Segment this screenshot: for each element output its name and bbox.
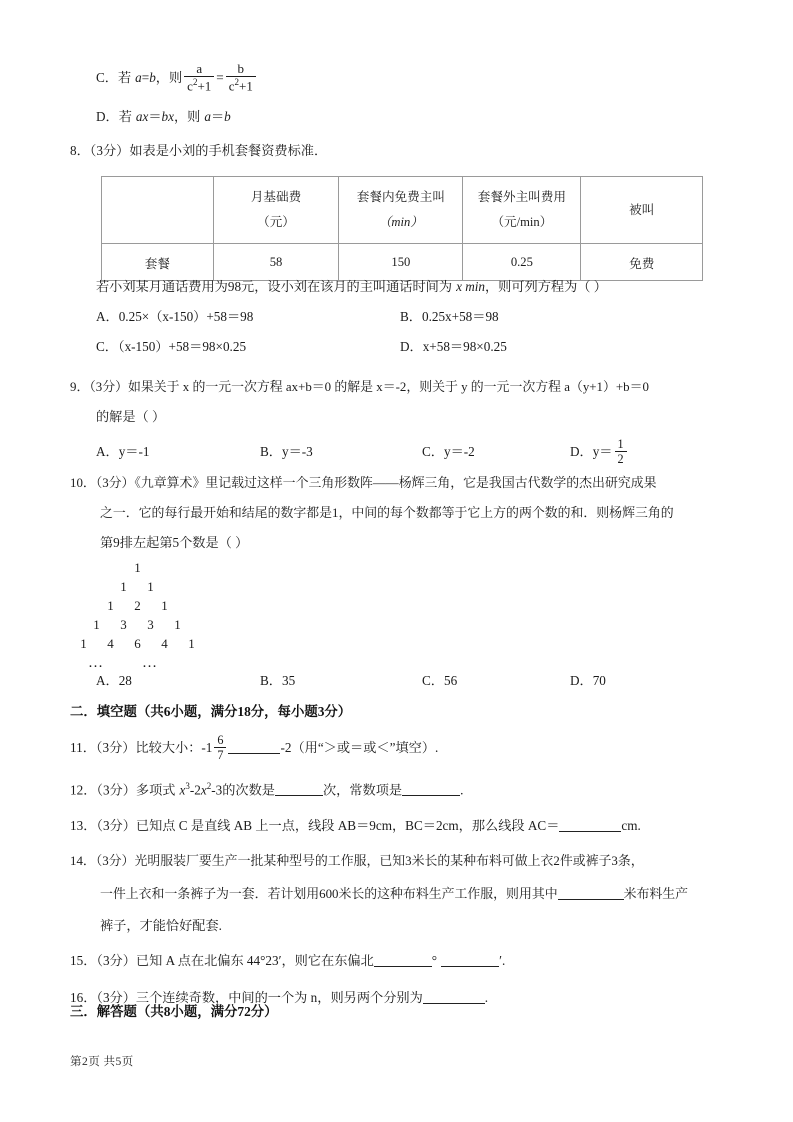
q12-var-x1: x: [179, 782, 186, 798]
option-c-then: ，则: [155, 70, 183, 85]
fraction-denominator: 2: [617, 451, 624, 466]
question-10-stem-line1: 10．（3分）《九章算术》里记载过这样一个三角形数阵——杨辉三角，它是我国古代数学的杰出研究成果: [70, 476, 657, 490]
answer-blank[interactable]: [423, 1003, 485, 1004]
q13-part2: cm.: [621, 818, 641, 834]
den-base: c: [187, 78, 193, 94]
question-10-body: [70, 468, 750, 558]
header-unit: （元）: [257, 215, 295, 229]
q9-option-b[interactable]: B．y＝‑3: [260, 444, 313, 459]
fraction-numerator: 1: [615, 438, 627, 452]
q15-part2: °: [431, 953, 438, 969]
header-title: 套餐内免费主叫: [356, 190, 445, 204]
q14-part1: 一件上衣和一条裤子为一套．若计划用600米长的这种布料生产工作服，则用其中: [100, 887, 558, 902]
pascal-cell: 2: [134, 598, 141, 613]
question-15: [70, 942, 750, 980]
header-title: 套餐外主叫费用: [477, 190, 566, 204]
pascal-cell: 1: [161, 598, 168, 613]
answer-blank[interactable]: [558, 899, 624, 900]
header-title: 月基础费: [250, 190, 302, 204]
cell-monthly-base: 58: [213, 244, 339, 281]
q16-part2: .: [484, 990, 489, 1006]
fraction-denominator: [184, 77, 214, 93]
fraction-numerator: b: [226, 62, 256, 77]
q12-part4: .: [460, 782, 464, 798]
option-c-prefix: C．若: [96, 70, 132, 85]
option-d-expr1: ax: [135, 109, 149, 124]
header-unit: （元/min）: [491, 215, 553, 229]
q12-var-x2: x: [200, 782, 207, 798]
question-9-stem-line2: 的解是（ ）: [96, 409, 166, 424]
den-base: c: [228, 78, 235, 94]
question-8-options-row2: [70, 332, 730, 362]
question-10-stem-line2: 之一．它的每行最开始和结尾的数字都是1，中间的每个数都等于它上方的两个数的和．则杨辉三角的: [100, 506, 674, 520]
answer-blank[interactable]: [402, 795, 460, 796]
section-2-heading-wrap: [70, 696, 351, 728]
question-13: [70, 808, 750, 844]
question-8-prompt: [70, 272, 730, 302]
header-cell-extra-rate: [463, 177, 581, 244]
pascal-cell: 1: [188, 636, 195, 651]
q12-part3: 次，常数项是: [322, 782, 403, 798]
fraction-numerator: 6: [214, 734, 226, 748]
option-c-eq: =: [141, 70, 150, 85]
question-14-line3: 裤子，才能恰好配套.: [100, 918, 222, 934]
q12-mid: ‑2: [189, 782, 201, 798]
question-content-area: [70, 56, 720, 168]
fee-table-container: [101, 176, 703, 281]
pascal-cell: 1: [80, 636, 87, 651]
question-14-line2: [70, 878, 750, 910]
fraction-numerator: a: [184, 62, 214, 77]
q8-prompt-part1: 若小刘某月通话费用为98元，设小刘在该月的主叫通话时间为: [96, 279, 453, 294]
fraction-one-half: [615, 438, 627, 466]
option-c-equals: =: [216, 70, 224, 85]
fraction-a-over-c2plus1: [184, 62, 214, 93]
q8-prompt-part2: ，则可列方程为（ ）: [485, 279, 607, 294]
pascal-cell: 1: [134, 560, 141, 575]
option-d-expr3: a: [204, 109, 211, 124]
header-cell-free-minutes: [339, 177, 463, 244]
q9-option-d-prefix: D．y＝: [570, 444, 613, 459]
q12-tail: ‑3: [211, 782, 223, 798]
q12-exponent1: 3: [185, 781, 190, 791]
header-unit: （min）: [378, 215, 423, 229]
header-cell-monthly-base: [213, 177, 339, 244]
q15-part3: ′.: [499, 953, 506, 969]
pascal-triangle: [70, 558, 300, 673]
fraction-b-over-c2plus1: [226, 62, 256, 93]
den-exponent: 2: [192, 77, 198, 88]
question-10-options-wrap: [70, 666, 750, 696]
pascal-row-2: [70, 577, 300, 596]
question-9-options: [70, 432, 770, 472]
q15-part1: 15．（3分）已知 A 点在北偏东 44°23′，则它在东偏北: [70, 953, 374, 969]
option-d-then: ，则: [174, 109, 201, 124]
pascal-row-4: [70, 615, 300, 634]
cell-extra-rate: 0.25: [463, 244, 581, 281]
q8-variable: x min: [456, 279, 485, 294]
fraction-six-sevenths: [214, 734, 226, 762]
option-d-expr2: bx: [161, 109, 174, 124]
fraction-denominator: 7: [217, 747, 224, 762]
q9-option-d[interactable]: [570, 432, 629, 472]
option-d-prefix: D．若: [96, 109, 132, 124]
header-cell-blank: [102, 177, 214, 244]
answer-blank[interactable]: [228, 753, 280, 754]
question-14-line1: 14．（3分）光明服装厂要生产一批某种型号的工作服，已知3米长的某种布料可做上衣2件或裤子3条，: [70, 854, 644, 869]
den-tail: +1: [197, 78, 212, 94]
q10-option-d[interactable]: D．70: [570, 673, 606, 688]
q10-option-c[interactable]: C．56: [422, 673, 458, 688]
pascal-cell: 3: [120, 617, 127, 632]
pascal-row-5: [70, 634, 300, 653]
cell-free-minutes: 150: [339, 244, 463, 281]
q9-option-c[interactable]: C．y＝‑2: [422, 444, 475, 459]
answer-blank[interactable]: [559, 831, 621, 832]
q8-option-b[interactable]: B．0.25x+58＝98: [400, 309, 499, 324]
option-c-var-a: a: [135, 70, 142, 85]
option-d-expr4: b: [224, 109, 231, 124]
phone-plan-fee-table: [101, 176, 703, 281]
pascal-cell: 1: [147, 579, 154, 594]
pascal-cell: 1: [174, 617, 181, 632]
q8-option-a[interactable]: A．0.25×（x‑150）+58＝98: [96, 309, 254, 324]
table-header-row: [102, 177, 703, 244]
cell-plan-name: 套餐: [102, 244, 214, 281]
pascal-row-3: [70, 596, 300, 615]
pascal-cell: …: [88, 655, 105, 671]
pascal-cell: 1: [93, 617, 100, 632]
question-9-stem-line1: 9．（3分）如果关于 x 的一元一次方程 ax+b＝0 的解是 x＝‑2，则关于 y 的一元一次方程 a（y+1）+b＝0: [70, 380, 649, 394]
q13-part1: 13．（3分）已知点 C 是直线 AB 上一点，线段 AB＝9cm，BC＝2cm，那么线段 AC＝: [70, 818, 560, 834]
question-12: [70, 768, 750, 808]
fraction-denominator: [226, 77, 256, 93]
pascal-cell: …: [142, 655, 159, 671]
pascal-cell: 6: [134, 636, 141, 651]
q12-exponent2: 2: [206, 781, 212, 791]
question-10-stem-line3: 第9排左起第5个数是（ ）: [100, 535, 249, 550]
section-3-heading: 三．解答题（共8小题，满分72分）: [70, 1004, 278, 1019]
pascal-cell: 4: [161, 636, 168, 651]
cell-incoming: 免费: [581, 244, 703, 281]
question-8-stem: 8．（3分）如表是小刘的手机套餐资费标准．: [70, 143, 328, 158]
page-footer: 第2页 共5页: [70, 1055, 134, 1068]
answer-blank[interactable]: [441, 966, 499, 967]
answer-blank[interactable]: [275, 795, 323, 796]
header-cell-incoming: [581, 177, 703, 244]
den-exponent: 2: [234, 77, 240, 88]
q9-option-a[interactable]: A．y＝‑1: [96, 444, 150, 459]
q16-part1: 16．（3分）三个连续奇数，中间的一个为 n，则另两个分别为: [70, 990, 423, 1006]
fill-in-blank-questions: [70, 728, 750, 1016]
q11-part2: ‑2（用“＞或＝或＜”填空）.: [280, 740, 439, 755]
answer-blank[interactable]: [374, 966, 432, 967]
q10-option-a[interactable]: A．28: [96, 673, 132, 688]
section-2-heading: 二．填空题（共6小题，满分18分，每小题3分）: [70, 704, 352, 719]
q8-option-d[interactable]: D．x+58＝98×0.25: [400, 339, 507, 354]
option-d-eq2: ＝: [210, 109, 225, 124]
pascal-cell: 1: [120, 579, 127, 594]
option-d-row-top: [70, 100, 720, 134]
question-8-body: [70, 272, 730, 362]
option-d-eq1: ＝: [148, 109, 162, 124]
question-10-options: [70, 666, 750, 696]
q11-part1: 11．（3分）比较大小：‑1: [70, 740, 213, 755]
header-title: 被叫: [629, 202, 655, 217]
den-tail: +1: [239, 78, 253, 94]
pascal-cell: 4: [107, 636, 114, 651]
pascal-row-1: [70, 558, 300, 577]
option-c-var-b: b: [149, 70, 156, 85]
q12-part2: 的次数是: [222, 782, 275, 798]
section-3-heading-wrap: [70, 996, 278, 1028]
question-9-body: [70, 372, 770, 472]
pascal-cell: 1: [107, 598, 114, 613]
option-c-row-top: [70, 56, 720, 100]
question-8-options-row1: [70, 302, 730, 332]
question-11: [70, 728, 750, 768]
q12-part1: 12．（3分）多项式: [70, 782, 176, 798]
q14-part2: 米布料生产: [623, 887, 689, 902]
q8-option-c[interactable]: C．（x‑150）+58＝98×0.25: [96, 339, 247, 354]
pascal-cell: 3: [147, 617, 154, 632]
q10-option-b[interactable]: B．35: [260, 673, 296, 688]
